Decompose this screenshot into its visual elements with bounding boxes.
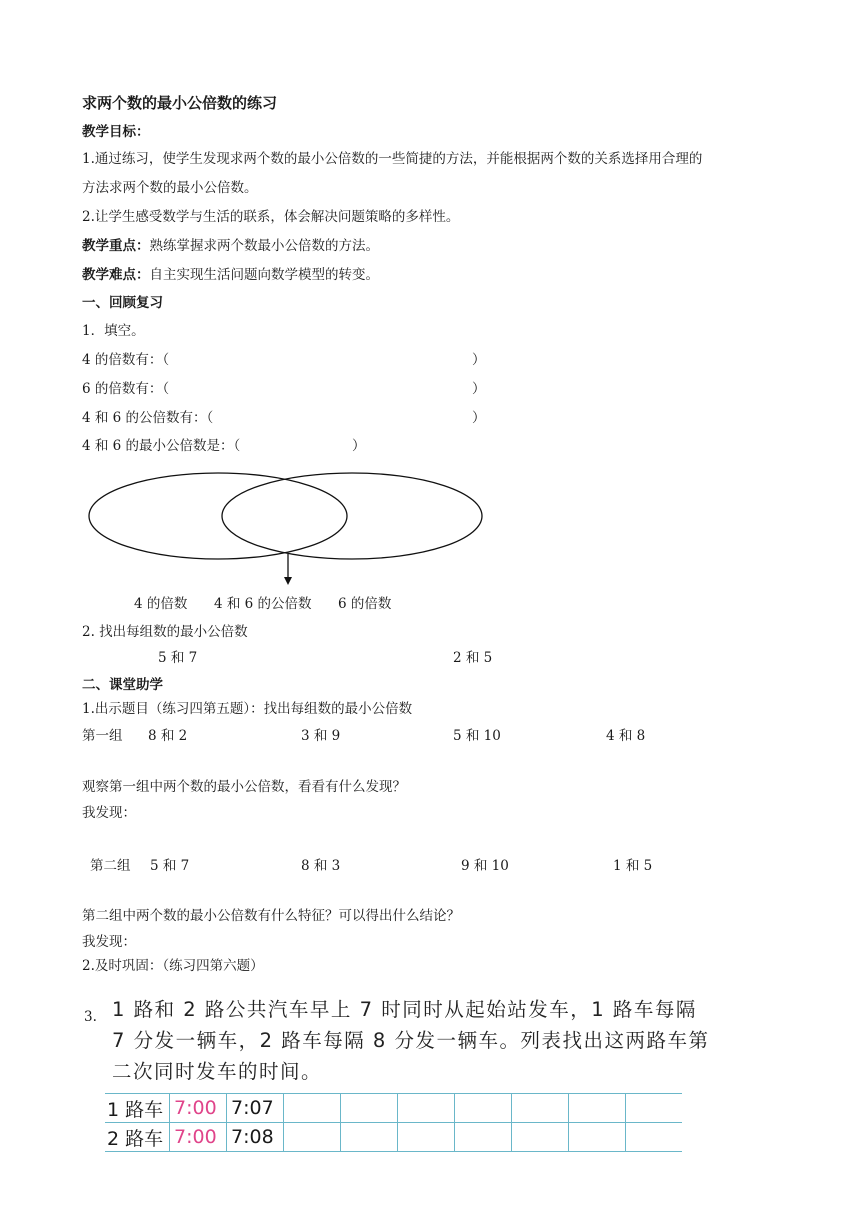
close-paren: ） (472, 352, 486, 368)
q3-number: 3. (84, 1009, 97, 1025)
objective-2: 2.让学生感受数学与生活的联系，体会解决问题策略的多样性。 (82, 209, 460, 225)
found-prompt-2: 我发现： (82, 934, 136, 950)
table-cell (341, 1123, 398, 1152)
table-cell (512, 1094, 569, 1123)
venn-label-common-multiples: 4 和 6 的公倍数 (214, 596, 312, 612)
pair-item: 8 和 2 (148, 728, 188, 744)
found-prompt-1: 我发现： (82, 805, 136, 821)
table-cell (398, 1094, 455, 1123)
pair-item: 3 和 9 (301, 728, 341, 744)
table-cell (569, 1123, 626, 1152)
fill-line-multiples-4: 4 的倍数有：（ (82, 352, 170, 368)
review-q2: 2. 找出每组数的最小公倍数 (82, 624, 248, 640)
table-cell (455, 1094, 512, 1123)
key-point (82, 237, 379, 255)
class-help-q2: 2.及时巩固：（练习四第六题） (82, 958, 264, 974)
table-cell (569, 1094, 626, 1123)
pair-item: 1 和 5 (613, 858, 653, 874)
table-cell (455, 1123, 512, 1152)
table-cell (626, 1094, 683, 1123)
q3-line-2: 7 分发一辆车，2 路车每隔 8 分发一辆车。列表找出这两路车第 (112, 1029, 710, 1052)
venn-diagram (80, 470, 500, 590)
objectives-heading: 教学目标： (82, 124, 150, 140)
close-paren: ） (472, 381, 486, 397)
row-label: 1 路车 (105, 1094, 170, 1123)
close-paren: ） (352, 438, 366, 454)
table-cell (284, 1094, 341, 1123)
table-cell (284, 1123, 341, 1152)
table-cell (398, 1123, 455, 1152)
pair-item: 5 和 7 (158, 650, 198, 666)
venn-right-ellipse (222, 473, 482, 559)
close-paren: ） (472, 410, 486, 426)
pair-item: 9 和 10 (461, 858, 509, 874)
page-title: 求两个数的最小公倍数的练习 (82, 94, 278, 112)
venn-pointer-arrowhead (284, 577, 292, 585)
table-cell: 7:00 (170, 1123, 227, 1152)
table-row (105, 1123, 682, 1152)
difficulty-text: 自主实现生活问题向数学模型的转变。 (149, 267, 379, 283)
table-row (105, 1094, 682, 1123)
objective-1-line-2: 方法求两个数的最小公倍数。 (82, 180, 258, 196)
bus-schedule-table (105, 1093, 682, 1152)
q3-line-1: 1 路和 2 路公共汽车早上 7 时同时从起始站发车，1 路车每隔 (112, 998, 697, 1021)
review-q1: 1．填空。 (82, 323, 145, 339)
pair-item: 5 和 10 (453, 728, 501, 744)
group2-label: 第二组 (90, 858, 131, 874)
row-label: 2 路车 (105, 1123, 170, 1152)
pair-item: 2 和 5 (453, 650, 493, 666)
class-help-q1: 1.出示题目（练习四第五题）：找出每组数的最小公倍数 (82, 701, 413, 717)
table-cell (626, 1123, 683, 1152)
pair-item: 4 和 8 (606, 728, 646, 744)
q3-line-3: 二次同时发车的时间。 (112, 1060, 323, 1083)
observe-question-1: 观察第一组中两个数的最小公倍数，看看有什么发现？ (82, 779, 406, 795)
pair-item: 8 和 3 (301, 858, 341, 874)
table-cell (512, 1123, 569, 1152)
table-cell: 7:07 (227, 1094, 284, 1123)
key-point-text: 熟练掌握求两个数最小公倍数的方法。 (149, 238, 379, 254)
group1-label: 第一组 (82, 728, 123, 744)
fill-line-common-multiples: 4 和 6 的公倍数有：（ (82, 410, 214, 426)
venn-label-multiples-6: 6 的倍数 (338, 596, 392, 612)
key-point-label: 教学重点： (82, 238, 150, 254)
fill-line-multiples-6: 6 的倍数有：（ (82, 381, 170, 397)
fill-line-lcm: 4 和 6 的最小公倍数是：（ (82, 438, 241, 454)
table-cell (341, 1094, 398, 1123)
class-help-heading: 二、课堂助学 (82, 677, 163, 693)
difficulty (82, 266, 379, 284)
review-heading: 一、回顾复习 (82, 295, 163, 311)
venn-left-ellipse (89, 473, 347, 559)
observe-question-2: 第二组中两个数的最小公倍数有什么特征？可以得出什么结论？ (82, 908, 460, 924)
objective-1-line-1: 1.通过练习，使学生发现求两个数的最小公倍数的一些简捷的方法，并能根据两个数的关系选择用合理的 (82, 151, 703, 167)
venn-label-multiples-4: 4 的倍数 (134, 596, 188, 612)
table-cell: 7:08 (227, 1123, 284, 1152)
table-cell: 7:00 (170, 1094, 227, 1123)
pair-item: 5 和 7 (150, 858, 190, 874)
difficulty-label: 教学难点： (82, 267, 150, 283)
